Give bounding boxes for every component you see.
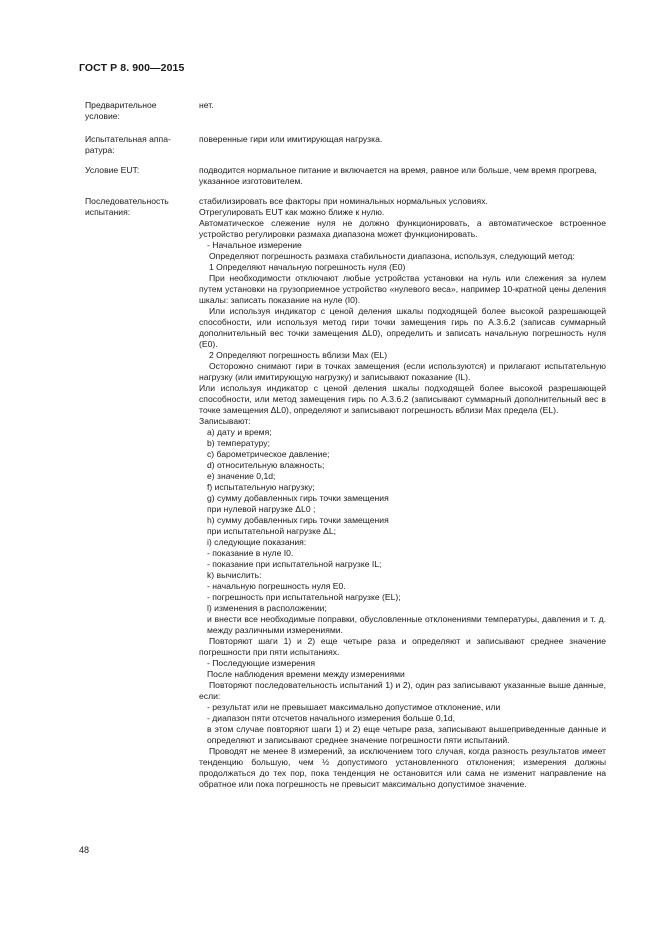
body-line: 1 Определяют начальную погрешность нуля (E0)	[209, 262, 406, 272]
body-line: i) следующие показания:	[207, 537, 307, 547]
row-label: Испытательная аппа-ратура:	[85, 134, 171, 155]
document-header: ГОСТ Р 8. 900—2015	[79, 62, 185, 74]
body-line: - показание в нуле I0.	[207, 548, 294, 558]
row-value: подводится нормальное питание и включается на время, равное или больше, чем время прогрева, указанное изготовителем.	[199, 165, 597, 186]
body-line: c) барометрическое давление;	[207, 449, 330, 459]
body-line: d) относительную влажность;	[207, 460, 325, 470]
test-sequence-text	[199, 196, 606, 790]
row-label: Предварительное условие:	[85, 100, 157, 121]
body-line: Определяют погрешность размаха стабильности диапазона, используя, следующий метод:	[209, 251, 575, 261]
body-line: Записывают:	[199, 416, 251, 426]
body-line: e) значение 0,1d;	[207, 471, 276, 481]
body-line: f) испытательную нагрузку;	[207, 482, 315, 492]
body-line: Или используя индикатор с ценой деления шкалы подходящей более высокой разрешающей способности, или метод замещения гирь по А.3.6.2 (записывают суммарный дополнительный вес в точке замещения ΔL0), определяют и записывают погрешность вблизи Max предела (EL).	[199, 383, 606, 415]
body-line: Повторяют шаги 1) и 2) еще четыре раза и определяют и записывают среднее значение погрешности при пяти испытаниях.	[199, 636, 606, 657]
body-line: в этом случае повторяют шаги 1) и 2) еще четыре раза, записывают вышеприведенные данные и определяют и записывают среднее значение погрешности пяти испытаний.	[207, 724, 606, 745]
body-line: при испытательной нагрузке ΔL;	[207, 526, 337, 536]
body-line: - показание при испытательной нагрузке IL;	[207, 559, 382, 569]
body-line: Или используя индикатор с ценой деления шкалы подходящей более высокой разрешающей способности, или используя метод гири точки замещения гирь по А.3.6.2 (записав суммарный дополнительный вес точки замещения ΔL0), определить и записать начальную погрешность нуля (E0).	[199, 306, 606, 349]
page-number: 48	[79, 845, 90, 855]
body-line: и внести все необходимые поправки, обусловленные отклонениями температуры, давления и т. д. между различными измерениями.	[207, 614, 606, 635]
body-line: При необходимости отключают любые устройства установки на нуль или слежения за нулем путем установки на грузоприемное устройство «нулевого веса», например 10-кратной цены деления шкалы: записать показание на нуле (I0).	[199, 273, 606, 305]
body-line: стабилизировать все факторы при номинальных нормальных условиях.	[199, 196, 488, 206]
body-line: Осторожно снимают гири в точках замещения (если используются) и прилагают испытательную нагрузку (или имитирующую нагрузку) и записывают показание (IL).	[199, 361, 606, 382]
body-line: - начальную погрешность нуля E0.	[207, 581, 346, 591]
body-line: Повторяют последовательность испытаний 1) и 2), один раз записывают указанные выше данные, если:	[199, 680, 606, 701]
body-line: b) температуру;	[207, 438, 270, 448]
body-line: k) вычислить:	[207, 570, 262, 580]
body-line: - Последующие измерения	[207, 658, 316, 668]
body-line: g) сумму добавленных гирь точки замещения	[207, 493, 389, 503]
row-label: Условие EUT:	[85, 165, 140, 175]
body-line: a) дату и время;	[207, 427, 272, 437]
body-line: при нулевой нагрузке ΔL0 ;	[207, 504, 316, 514]
body-line: - погрешность при испытательной нагрузке (EL);	[207, 592, 401, 602]
body-line: l) изменения в расположении;	[207, 603, 327, 613]
body-line: Автоматическое слежение нуля не должно функционировать, а автоматическое встроенное устройство регулировки размаха диапазона может функционировать.	[199, 218, 606, 239]
row-value: поверенные гири или имитирующая нагрузка.	[199, 134, 383, 144]
row-label: Последовательность испытания:	[85, 196, 169, 217]
body-line: - Начальное измерение	[207, 240, 302, 250]
row-value: нет.	[199, 100, 214, 110]
body-line: Проводят не менее 8 измерений, за исключением того случая, когда разность результатов имеет тенденцию большую, чем ½ допустимого установленного отклонения; измерения должны продолжаться до тех пор, пока тенденция не остановится или сама не изменит направление на обратное или пока погрешность не превысит максимально допустимое значение.	[199, 746, 606, 789]
body-line: 2 Определяют погрешность вблизи Max (EL)	[209, 350, 388, 360]
body-line: h) сумму добавленных гирь точки замещения	[207, 515, 389, 525]
body-line: Отрегулировать EUT как можно ближе к нулю.	[199, 207, 385, 217]
body-line: После наблюдения времени между измерениями	[207, 669, 405, 679]
body-line: - результат или не превышает максимально допустимое отклонение, или	[207, 702, 501, 712]
body-line: - диапазон пяти отсчетов начального измерения больше 0,1d,	[207, 713, 456, 723]
